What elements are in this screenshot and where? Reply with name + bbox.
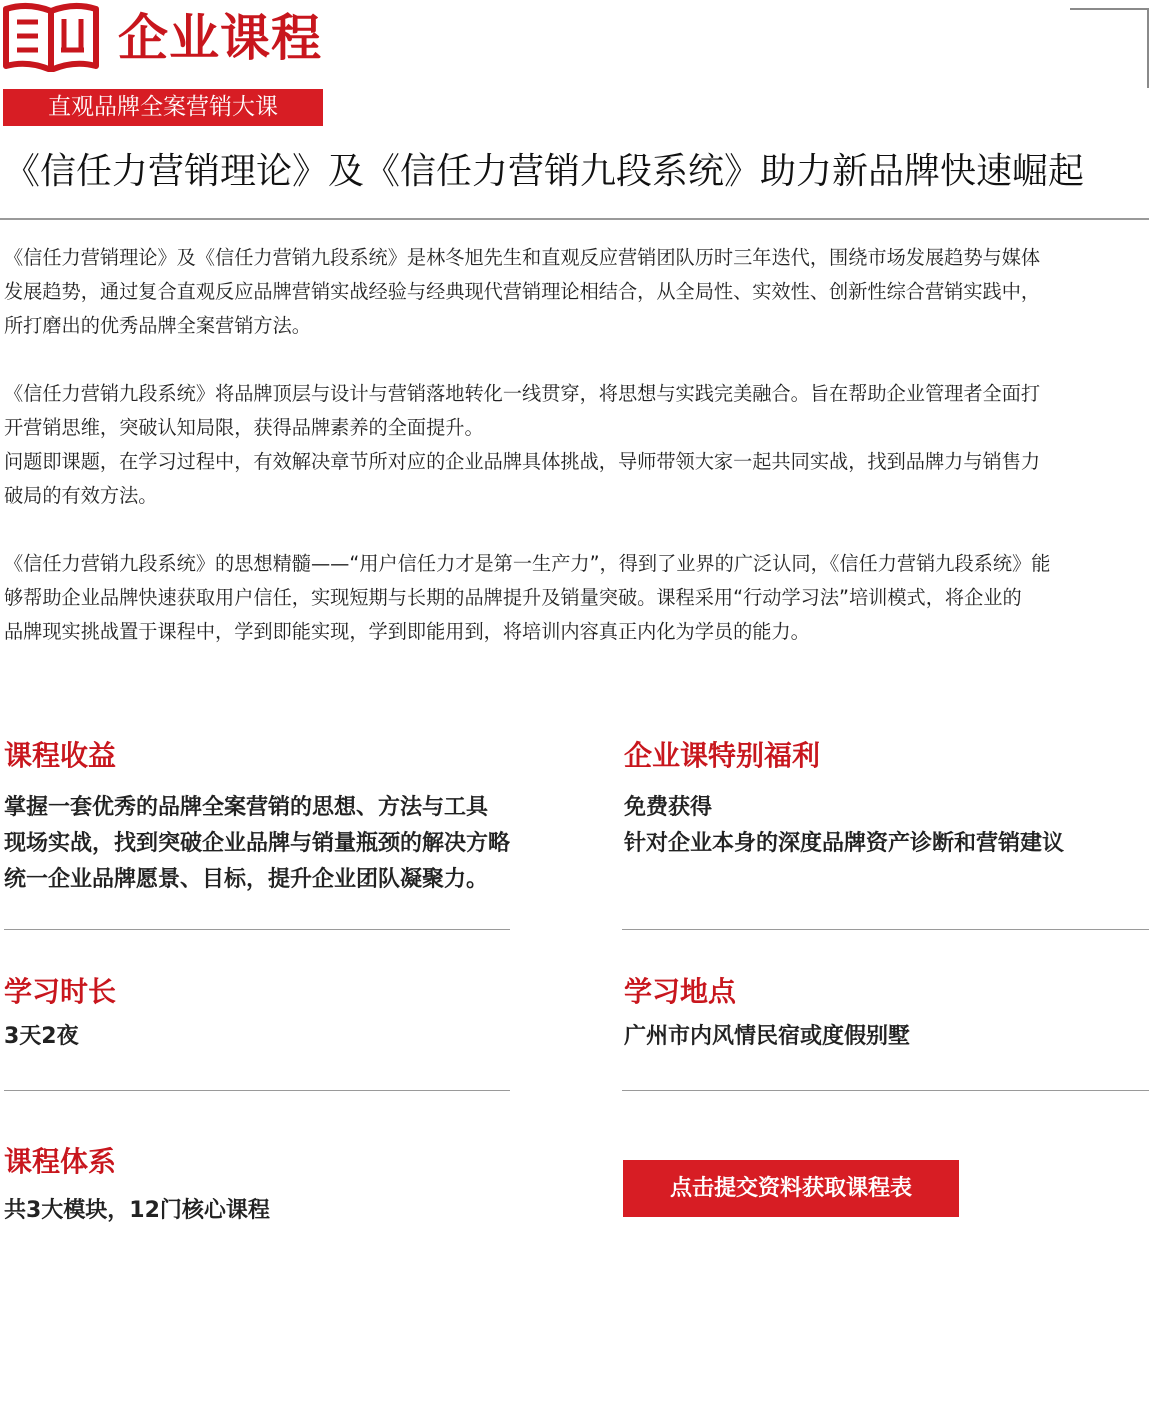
special-benefit-text: 免费获得 针对企业本身的深度品牌资产诊断和营销建议 xyxy=(624,795,1065,856)
benefits-text: 掌握一套优秀的品牌全案营销的思想、方法与工具 现场实战，找到突破企业品牌与销量瓶颈的解决方略 统一企业品牌愿景、目标，提升企业团队凝聚力。 xyxy=(4,795,511,892)
open-book-icon xyxy=(2,2,100,72)
duration-divider xyxy=(4,1090,510,1091)
course-system-text: 共3大模块，12门核心课程 xyxy=(4,1198,270,1223)
tagline-badge: 直观品牌全案营销大课 xyxy=(3,89,323,126)
brand-title: 企业课程 xyxy=(118,9,322,67)
duration-text: 3天2夜 xyxy=(4,1024,79,1049)
benefits-divider xyxy=(4,929,510,930)
benefits-title: 课程收益 xyxy=(4,739,117,772)
intro-paragraph: 《信任力营销九段系统》将品牌顶层与设计与营销落地转化一线贯穿，将思想与实践完美融合。旨在帮助企业管理者全面打 开营销思维，突破认知局限，获得品牌素养的全面提升。 问题即课题，在学习过程中，有效解决章节所对应的企业品牌具体挑战，导师带领大家一起共同实战，找到品牌力与销售力 破局的有效方法。 xyxy=(4,382,1041,507)
special-benefit-title: 企业课特别福利 xyxy=(624,739,821,772)
corner-decoration xyxy=(1070,8,1149,88)
intro-paragraph: 《信任力营销九段系统》的思想精髓——“用户信任力才是第一生产力”，得到了业界的广泛认同，《信任力营销九段系统》能 够帮助企业品牌快速获取用户信任，实现短期与长期的品牌提升及销量突破。课程采用“行动学习法”培训模式，将企业的 品牌现实挑战置于课程中，学到即能实现，学到即能用到，将培训内容真正内化为学员的能力。 xyxy=(4,552,1051,643)
location-title: 学习地点 xyxy=(624,975,737,1008)
intro-text xyxy=(4,241,1149,649)
headline-divider xyxy=(0,218,1149,220)
location-divider xyxy=(622,1090,1149,1091)
duration-title: 学习时长 xyxy=(4,975,117,1008)
page-headline: 《信任力营销理论》及《信任力营销九段系统》助力新品牌快速崛起 xyxy=(4,151,1085,192)
get-schedule-button[interactable]: 点击提交资料获取课程表 xyxy=(623,1160,959,1217)
location-text: 广州市内风情民宿或度假别墅 xyxy=(624,1024,911,1049)
intro-paragraph: 《信任力营销理论》及《信任力营销九段系统》是林冬旭先生和直观反应营销团队历时三年迭代，围绕市场发展趋势与媒体 发展趋势，通过复合直观反应品牌营销实战经验与经典现代营销理论相结合，从全局性、实效性、创新性综合营销实践中， 所打磨出的优秀品牌全案营销方法。 xyxy=(4,246,1041,337)
course-system-title: 课程体系 xyxy=(4,1145,117,1178)
special-benefit-divider xyxy=(622,929,1149,930)
